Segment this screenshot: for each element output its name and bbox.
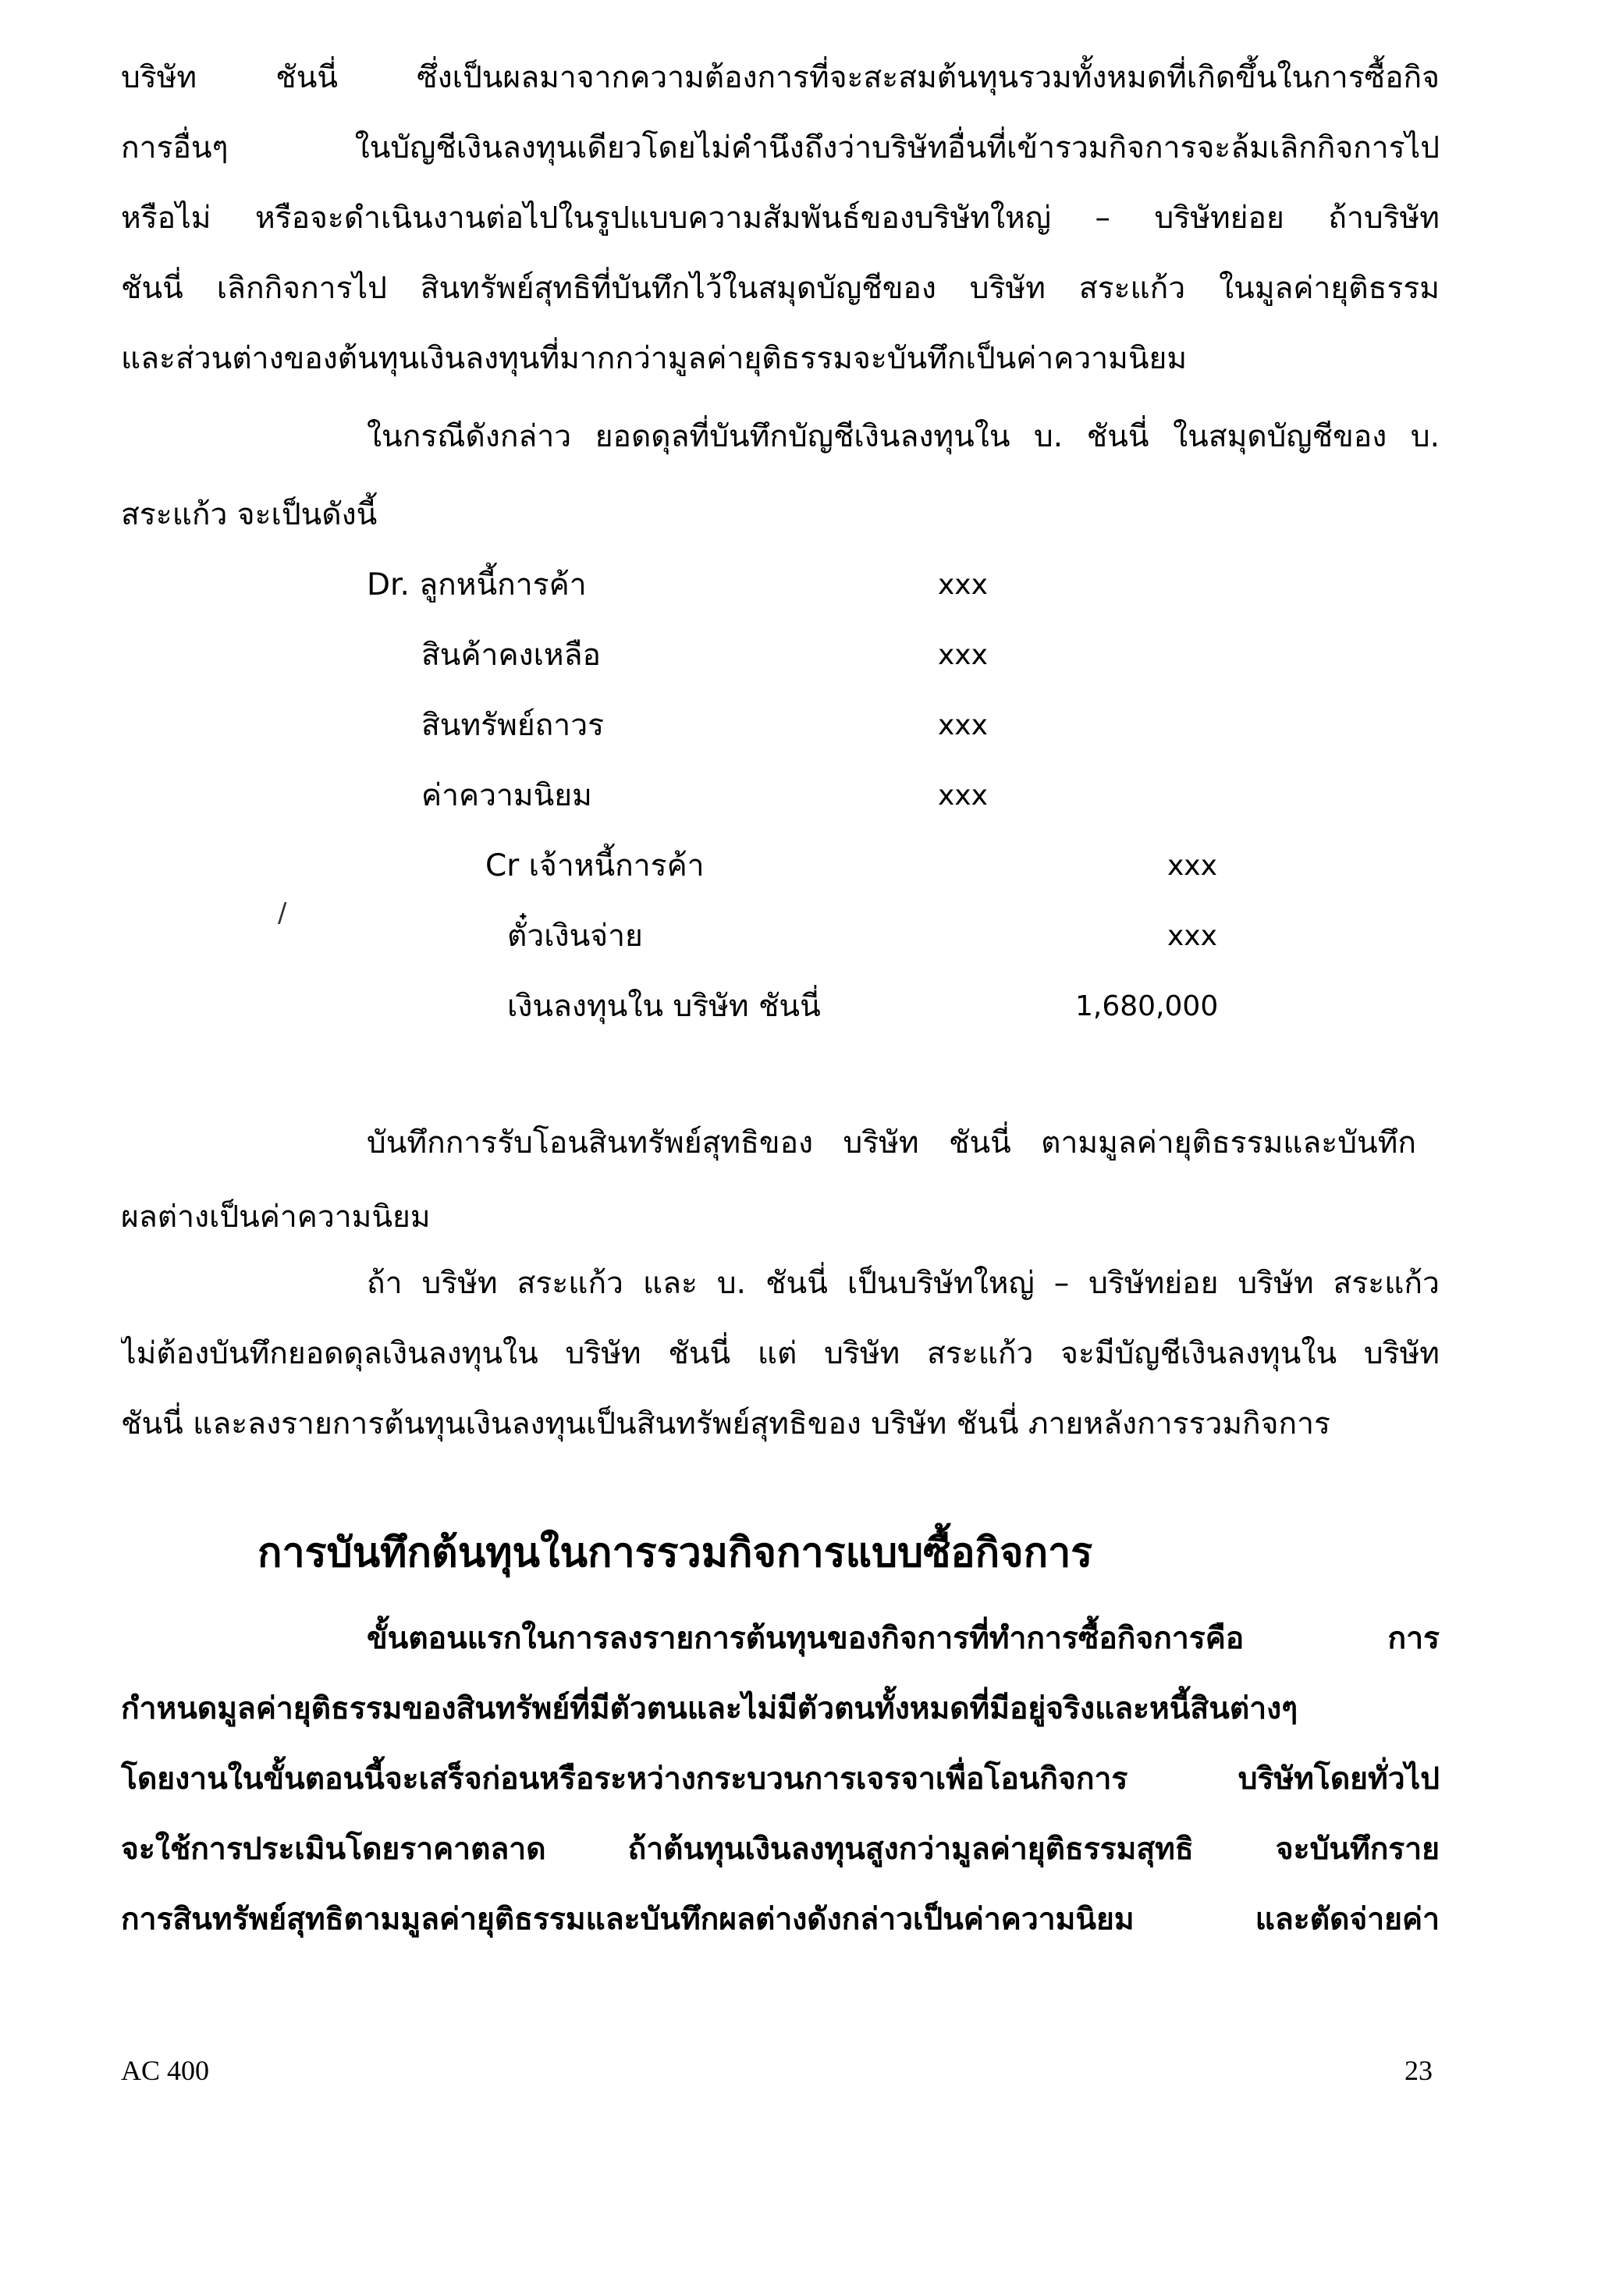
text-run: โดยงานในขั้นตอนนี้จะเสร็จก่อนหรือระหว่างกระบวนการเจรจาเพื่อโอนกิจการ	[121, 1761, 1128, 1797]
text-run: จะบันทึกราย	[1275, 1832, 1440, 1867]
text-run: สระแก้ว	[517, 1266, 623, 1301]
text-run: การ	[1387, 1621, 1440, 1656]
debit-label: สินค้าคงเหลือ	[421, 638, 601, 673]
paragraph-line	[121, 1896, 1440, 1943]
text-run: ในมูลค่ายุติธรรม	[1219, 271, 1440, 306]
debit-amount: xxx	[938, 639, 988, 671]
paragraph-line	[121, 336, 1440, 382]
paragraph-line	[121, 1194, 1440, 1241]
stray-mark: /	[278, 897, 287, 929]
text-run: ซึ่งเป็นผลมาจากความต้องการที่จะสะสมต้นทุนรวมทั้งหมดที่เกิดขึ้นในการซื้อกิจ	[417, 60, 1440, 95]
text-run: ถ้าต้นทุนเงินลงทุนสูงกว่ามูลค่ายุติธรรมสุทธิ	[627, 1832, 1194, 1867]
paragraph-line	[121, 195, 1440, 242]
text-run: กำหนดมูลค่ายุติธรรมของสินทรัพย์ที่มีตัวตนและไม่มีตัวตนทั้งหมดที่มีอยู่จริงและหนี้สินต่างๆ	[121, 1691, 1298, 1726]
credit-label: เงินลงทุนใน บริษัท ชันนี่	[507, 989, 821, 1024]
paragraph-line	[121, 1331, 1440, 1377]
text-run: ชันนี่	[121, 271, 183, 306]
credit-amount: xxx	[1167, 850, 1217, 882]
text-run: ขั้นตอนแรกในการลงรายการต้นทุนของกิจการที่ทำการซื้อกิจการคือ	[367, 1621, 1245, 1656]
text-run: ชันนี่	[1086, 419, 1149, 454]
text-run: การสินทรัพย์สุทธิตามมูลค่ายุติธรรมและบันทึกผลต่างดังกล่าวเป็นค่าความนิยม	[121, 1902, 1135, 1937]
text-run: บันทึกการรับโอนสินทรัพย์สุทธิของ	[367, 1125, 814, 1160]
credit-amount: 1,680,000	[1075, 990, 1219, 1022]
paragraph-line	[121, 1401, 1440, 1448]
text-run: ถ้า	[367, 1266, 403, 1301]
text-run: บริษัท	[1363, 1336, 1440, 1371]
text-run: ชันนี่	[275, 60, 339, 95]
text-run: สินทรัพย์สุทธิที่บันทึกไว้ในสมุดบัญชีของ	[420, 271, 936, 306]
text-run: บริษัทโดยทั่วไป	[1238, 1761, 1440, 1797]
text-run: ชันนี่	[668, 1336, 731, 1371]
paragraph-line	[121, 1756, 1440, 1803]
text-run: สระแก้ว จะเป็นดังนี้	[121, 497, 378, 532]
text-run: ในสมุดบัญชีของ	[1173, 419, 1387, 454]
text-run: บริษัทย่อย	[1088, 1266, 1219, 1301]
text-run: ในบัญชีเงินลงทุนเดียวโดยไม่คำนึงถึงว่าบริษัทอื่นที่เข้ารวมกิจการจะล้มเลิกกิจการไป	[354, 130, 1440, 165]
text-run: บริษัท	[421, 1266, 498, 1301]
text-run: บริษัท	[1238, 1266, 1314, 1301]
text-run: เป็นบริษัทใหญ่	[847, 1266, 1035, 1301]
course-code: AC 400	[121, 2055, 210, 2086]
text-run: บ.	[1410, 419, 1440, 454]
credit-amount: xxx	[1167, 920, 1217, 952]
paragraph-line	[121, 1686, 1440, 1733]
debit-amount: xxx	[938, 569, 988, 601]
text-run: สระแก้ว	[1333, 1266, 1440, 1301]
paragraph-line	[367, 1260, 1440, 1307]
text-run: บริษัทย่อย	[1154, 201, 1284, 236]
text-run: ชันนี่	[948, 1125, 1011, 1160]
text-run: ไม่ต้องบันทึกยอดดุลเงินลงทุนใน	[121, 1336, 538, 1371]
text-run: ผลต่างเป็นค่าความนิยม	[121, 1200, 431, 1235]
debit-label: สินทรัพย์ถาวร	[421, 708, 605, 743]
text-run: ยอดดุลที่บันทึกบัญชีเงินลงทุนใน	[595, 419, 1010, 454]
paragraph-line	[367, 1120, 1416, 1167]
credit-label: ตั๋วเงินจ่าย	[507, 919, 643, 954]
text-run: ชันนี่ และลงรายการต้นทุนเงินลงทุนเป็นสินทรัพย์สุทธิของ บริษัท ชันนี่ ภายหลังการรวมกิจการ	[121, 1406, 1330, 1441]
text-run: –	[1095, 201, 1111, 236]
text-run: และส่วนต่างของต้นทุนเงินลงทุนที่มากกว่ามูลค่ายุติธรรมจะบันทึกเป็นค่าความนิยม	[121, 341, 1188, 376]
text-run: บ.	[716, 1266, 747, 1301]
text-run: จะใช้การประเมินโดยราคาตลาด	[121, 1832, 546, 1867]
text-run: จะมีบัญชีเงินลงทุนใน	[1060, 1336, 1337, 1371]
paragraph-line	[367, 1615, 1440, 1662]
text-run: –	[1053, 1266, 1070, 1301]
debit-label: ค่าความนิยม	[421, 778, 592, 813]
text-run: บริษัท	[565, 1336, 641, 1371]
text-run: การอื่นๆ	[121, 130, 229, 165]
credit-label: Cr เจ้าหนี้การค้า	[485, 848, 705, 883]
debit-amount: xxx	[938, 709, 988, 741]
text-run: บ.	[1034, 419, 1064, 454]
text-run: บริษัท	[843, 1125, 919, 1160]
paragraph-line	[121, 492, 1440, 538]
text-run: สระแก้ว	[927, 1336, 1034, 1371]
text-run: ในกรณีดังกล่าว	[367, 419, 572, 454]
page-number: 23	[1404, 2055, 1433, 2086]
text-run: บริษัท	[824, 1336, 900, 1371]
text-run: สระแก้ว	[1078, 271, 1186, 306]
paragraph-line	[367, 414, 1440, 460]
text-run: แต่	[757, 1336, 797, 1371]
debit-label: Dr. ลูกหนี้การค้า	[367, 567, 587, 602]
paragraph-line	[121, 125, 1440, 172]
text-run: เลิกกิจการไป	[216, 271, 387, 306]
text-run: บริษัท	[969, 271, 1046, 306]
text-run: และ	[642, 1266, 698, 1301]
paragraph-line	[121, 55, 1440, 101]
paragraph-line	[121, 1826, 1440, 1873]
text-run: หรือจะดำเนินงานต่อไปในรูปแบบความสัมพันธ์ของบริษัทใหญ่	[254, 201, 1051, 236]
paragraph-line	[121, 265, 1440, 312]
debit-amount: xxx	[938, 780, 988, 812]
text-run: ชันนี่	[765, 1266, 828, 1301]
text-run: และตัดจ่ายค่า	[1255, 1902, 1440, 1937]
text-run: หรือไม่	[121, 201, 211, 236]
section-heading: การบันทึกต้นทุนในการรวมกิจการแบบซื้อกิจการ	[257, 1530, 1093, 1576]
text-run: บริษัท	[121, 60, 197, 95]
text-run: ถ้าบริษัท	[1328, 201, 1440, 236]
text-run: ตามมูลค่ายุติธรรมและบันทึก	[1041, 1125, 1416, 1160]
